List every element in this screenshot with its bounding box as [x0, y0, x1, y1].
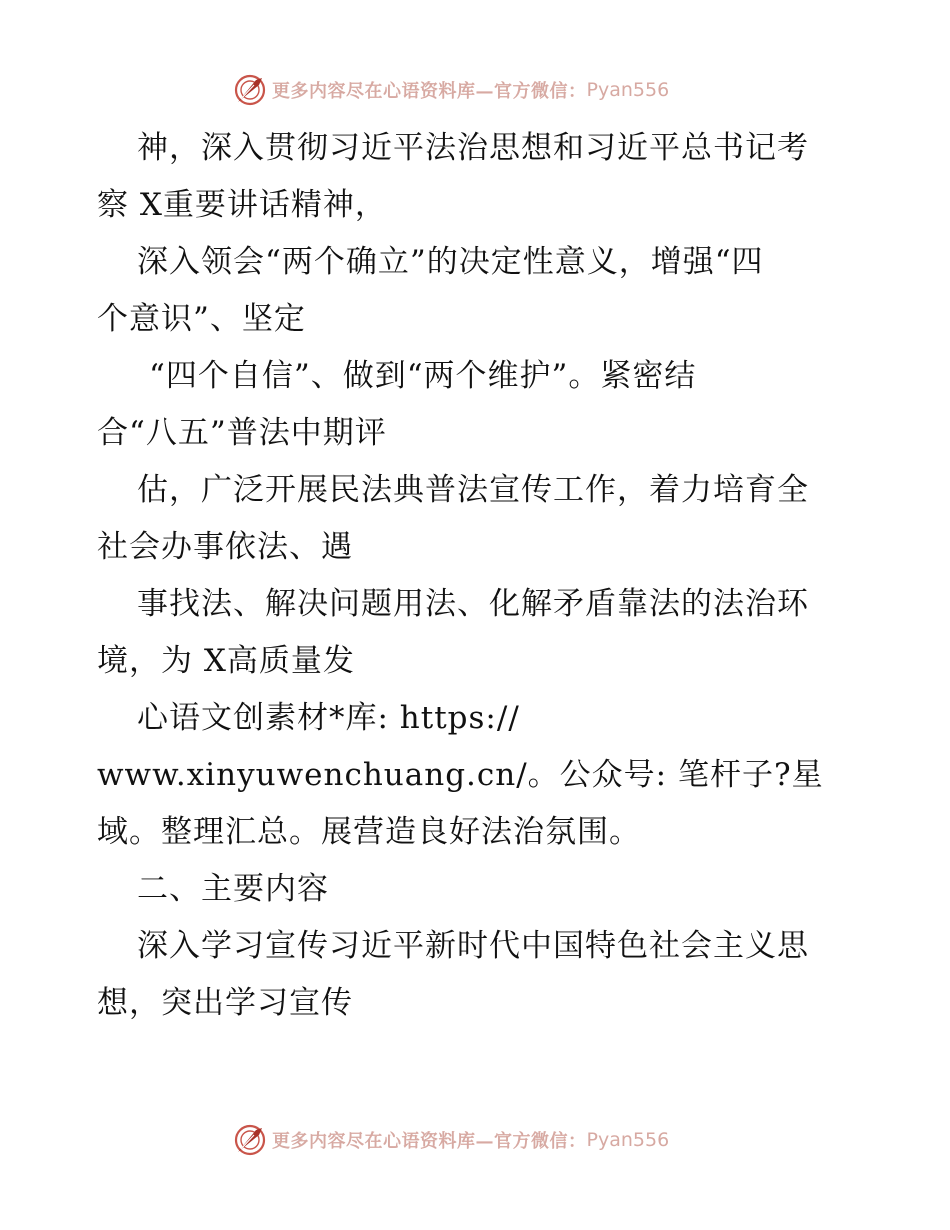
document-body — [97, 120, 877, 1032]
body-line: 神，深入贯彻习近平法治思想和习近平总书记考 — [137, 130, 809, 166]
quill-logo-icon — [232, 1122, 268, 1158]
quill-logo-icon — [232, 72, 268, 108]
body-line: 事找法、解决问题用法、化解矛盾靠法的法治环 — [137, 586, 809, 622]
watermark-text: 更多内容尽在心语资料库—官方微信： — [272, 81, 587, 102]
body-line: 个意识”、坚定 — [97, 301, 306, 337]
body-line: 域。整理汇总。展营造良好法治氛围。 — [97, 814, 641, 850]
watermark-wechat-id: Pyan556 — [586, 1129, 670, 1151]
body-line: 深入领会“两个确立”的决定性意义，增强“四 — [137, 244, 764, 280]
body-line: “四个自信”、做到“两个维护”。紧密结 — [149, 358, 697, 394]
body-line: 心语文创素材*库: https:// — [137, 700, 520, 736]
body-line: 想，突出学习宣传 — [97, 985, 353, 1021]
body-line: 合“八五”普法中期评 — [97, 415, 387, 451]
watermark-wechat-id: Pyan556 — [586, 79, 670, 101]
footer-watermark — [232, 1122, 669, 1158]
body-line: 深入学习宣传习近平新时代中国特色社会主义思 — [137, 928, 809, 964]
body-line: www.xinyuwenchuang.cn/。公众号: 笔杆子?星 — [97, 757, 824, 793]
body-line: 估，广泛开展民法典普法宣传工作，着力培育全 — [137, 472, 809, 508]
body-line: 境，为 X高质量发 — [97, 643, 355, 679]
watermark-text: 更多内容尽在心语资料库—官方微信： — [272, 1131, 587, 1152]
body-line: 社会办事依法、遇 — [97, 529, 353, 565]
header-watermark — [232, 72, 669, 108]
section-heading: 二、主要内容 — [137, 871, 329, 907]
body-line: 察 X重要讲话精神， — [97, 187, 387, 223]
